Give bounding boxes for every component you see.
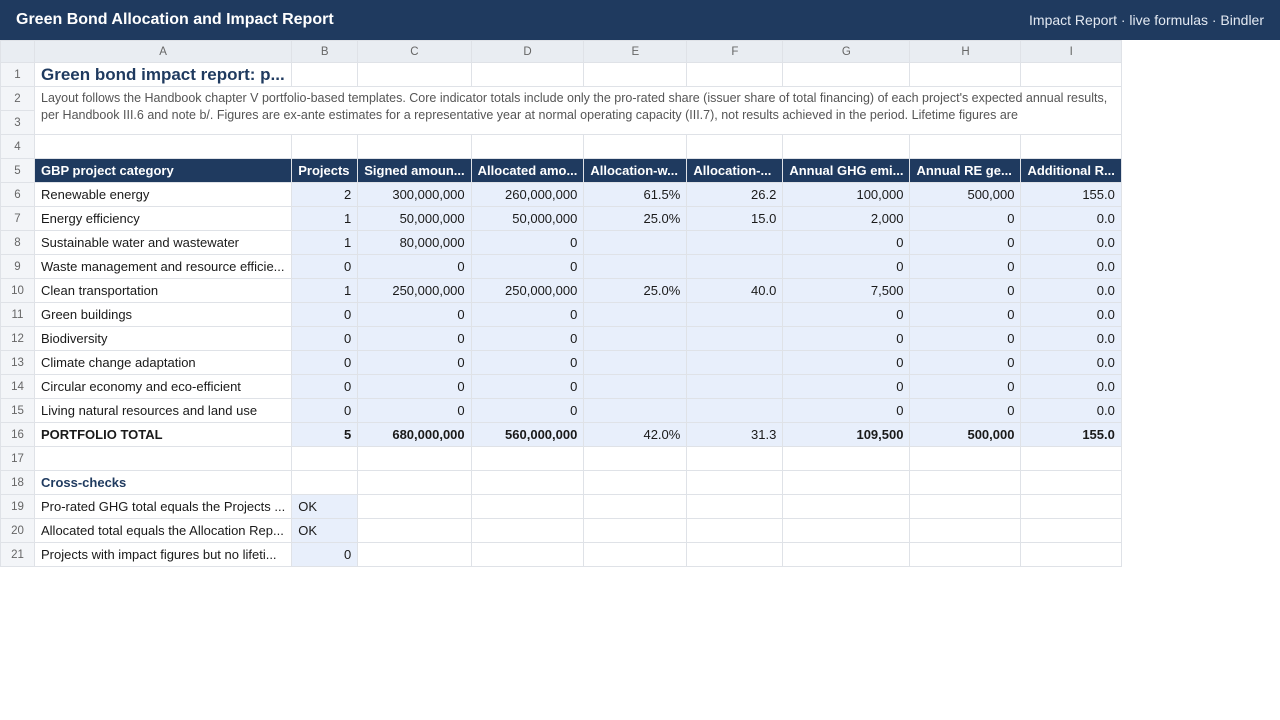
spreadsheet-grid	[0, 40, 1122, 567]
empty-cell[interactable]	[471, 543, 584, 567]
value-cell[interactable]	[584, 327, 687, 351]
crosschecks-heading-cell[interactable]: Cross-checks	[35, 471, 292, 495]
column-heading[interactable]: Allocated amo...	[471, 159, 584, 183]
value-cell[interactable]: 500,000	[910, 183, 1021, 207]
row-number: 6	[1, 183, 35, 207]
value-cell[interactable]	[687, 399, 783, 423]
check-result-cell[interactable]: 0	[292, 543, 358, 567]
column-header-D[interactable]: D	[471, 41, 584, 63]
empty-cell[interactable]	[1021, 519, 1121, 543]
row-number: 12	[1, 327, 35, 351]
empty-cell[interactable]	[910, 447, 1021, 471]
value-cell[interactable]: 1	[292, 279, 358, 303]
value-cell[interactable]: 0	[910, 399, 1021, 423]
check-result-cell[interactable]: OK	[292, 495, 358, 519]
empty-cell[interactable]	[910, 135, 1021, 159]
empty-cell[interactable]	[35, 135, 292, 159]
empty-cell[interactable]	[358, 543, 471, 567]
value-cell[interactable]: 0	[783, 399, 910, 423]
value-cell[interactable]: 300,000,000	[358, 183, 471, 207]
column-heading[interactable]: GBP project category	[35, 159, 292, 183]
category-cell[interactable]: Sustainable water and wastewater	[35, 231, 292, 255]
empty-cell[interactable]	[584, 495, 687, 519]
empty-cell[interactable]	[471, 447, 584, 471]
value-cell[interactable]: 1	[292, 231, 358, 255]
empty-cell[interactable]	[471, 471, 584, 495]
empty-cell[interactable]	[783, 543, 910, 567]
empty-cell[interactable]	[35, 447, 292, 471]
value-cell[interactable]: 0	[358, 255, 471, 279]
value-cell[interactable]: 0	[910, 351, 1021, 375]
row-number: 16	[1, 423, 35, 447]
row-number: 9	[1, 255, 35, 279]
empty-cell[interactable]	[783, 471, 910, 495]
value-cell[interactable]: 0	[358, 351, 471, 375]
row-number: 7	[1, 207, 35, 231]
value-cell[interactable]: 0	[783, 255, 910, 279]
value-cell[interactable]: 15.0	[687, 207, 783, 231]
column-header-E[interactable]: E	[584, 41, 687, 63]
column-heading[interactable]: Allocation-...	[687, 159, 783, 183]
empty-cell[interactable]	[1021, 63, 1121, 87]
column-header-G[interactable]: G	[783, 41, 910, 63]
category-cell[interactable]: Biodiversity	[35, 327, 292, 351]
empty-cell[interactable]	[584, 447, 687, 471]
value-cell[interactable]: 0	[471, 327, 584, 351]
category-cell[interactable]: Climate change adaptation	[35, 351, 292, 375]
check-result-cell[interactable]: OK	[292, 519, 358, 543]
total-value-cell[interactable]: 109,500	[783, 423, 910, 447]
value-cell[interactable]: 40.0	[687, 279, 783, 303]
empty-cell[interactable]	[292, 471, 358, 495]
value-cell[interactable]: 0	[910, 375, 1021, 399]
value-cell[interactable]: 0.0	[1021, 351, 1121, 375]
empty-cell[interactable]	[910, 495, 1021, 519]
empty-cell[interactable]	[1021, 495, 1121, 519]
empty-cell[interactable]	[783, 519, 910, 543]
total-value-cell[interactable]: 5	[292, 423, 358, 447]
category-cell[interactable]: Green buildings	[35, 303, 292, 327]
category-cell[interactable]: Waste management and resource efficie...	[35, 255, 292, 279]
value-cell[interactable]	[687, 255, 783, 279]
value-cell[interactable]: 0	[471, 399, 584, 423]
value-cell[interactable]: 0	[910, 303, 1021, 327]
check-label-cell[interactable]: Allocated total equals the Allocation Rep...	[35, 519, 292, 543]
value-cell[interactable]: 0.0	[1021, 255, 1121, 279]
empty-cell[interactable]	[783, 135, 910, 159]
column-heading[interactable]: Allocation-w...	[584, 159, 687, 183]
row-number: 5	[1, 159, 35, 183]
table-row	[1, 255, 1122, 279]
empty-cell[interactable]	[584, 63, 687, 87]
empty-cell[interactable]	[471, 135, 584, 159]
app-title: Green Bond Allocation and Impact Report	[16, 11, 334, 28]
empty-cell[interactable]	[471, 519, 584, 543]
value-cell[interactable]: 2,000	[783, 207, 910, 231]
value-cell[interactable]: 0	[910, 279, 1021, 303]
value-cell[interactable]: 0	[783, 327, 910, 351]
value-cell[interactable]: 7,500	[783, 279, 910, 303]
value-cell[interactable]: 61.5%	[584, 183, 687, 207]
value-cell[interactable]: 250,000,000	[471, 279, 584, 303]
column-header-A[interactable]: A	[35, 41, 292, 63]
sheet-row	[1, 471, 1122, 495]
value-cell[interactable]: 0	[292, 375, 358, 399]
table-row	[1, 327, 1122, 351]
check-row	[1, 543, 1122, 567]
value-cell[interactable]: 0	[292, 303, 358, 327]
empty-cell[interactable]	[471, 63, 584, 87]
column-heading[interactable]: Signed amoun...	[358, 159, 471, 183]
value-cell[interactable]: 0	[471, 375, 584, 399]
row-number: 8	[1, 231, 35, 255]
row-number: 14	[1, 375, 35, 399]
empty-cell[interactable]	[358, 471, 471, 495]
value-cell[interactable]: 260,000,000	[471, 183, 584, 207]
table-header-row	[1, 159, 1122, 183]
value-cell[interactable]: 80,000,000	[358, 231, 471, 255]
category-cell[interactable]: Clean transportation	[35, 279, 292, 303]
column-header-B[interactable]: B	[292, 41, 358, 63]
table-row	[1, 399, 1122, 423]
empty-cell[interactable]	[687, 495, 783, 519]
value-cell[interactable]	[687, 303, 783, 327]
column-header-C[interactable]: C	[358, 41, 471, 63]
column-heading[interactable]: Annual GHG emi...	[783, 159, 910, 183]
empty-cell[interactable]	[910, 519, 1021, 543]
check-row	[1, 495, 1122, 519]
value-cell[interactable]: 0.0	[1021, 303, 1121, 327]
empty-cell[interactable]	[687, 63, 783, 87]
row-number: 20	[1, 519, 35, 543]
value-cell[interactable]: 0	[358, 303, 471, 327]
empty-cell[interactable]	[358, 135, 471, 159]
empty-cell[interactable]	[584, 543, 687, 567]
sheet-row	[1, 87, 1122, 111]
value-cell[interactable]: 0	[471, 303, 584, 327]
table-row	[1, 183, 1122, 207]
empty-cell[interactable]	[1021, 471, 1121, 495]
empty-cell[interactable]	[783, 495, 910, 519]
value-cell[interactable]: 0	[910, 255, 1021, 279]
empty-cell[interactable]	[358, 495, 471, 519]
row-number: 13	[1, 351, 35, 375]
empty-cell[interactable]	[783, 447, 910, 471]
value-cell[interactable]	[584, 303, 687, 327]
value-cell[interactable]: 25.0%	[584, 207, 687, 231]
value-cell[interactable]: 0	[910, 231, 1021, 255]
table-row	[1, 207, 1122, 231]
value-cell[interactable]	[584, 399, 687, 423]
category-cell[interactable]: Circular economy and eco-efficient	[35, 375, 292, 399]
value-cell[interactable]: 50,000,000	[358, 207, 471, 231]
empty-cell[interactable]	[358, 519, 471, 543]
category-cell[interactable]: Living natural resources and land use	[35, 399, 292, 423]
column-header-row	[1, 41, 1122, 63]
empty-cell[interactable]	[471, 495, 584, 519]
sheet-row	[1, 63, 1122, 87]
value-cell[interactable]	[584, 351, 687, 375]
row-number: 3	[1, 111, 35, 135]
sheet-row	[1, 447, 1122, 471]
value-cell[interactable]: 155.0	[1021, 183, 1121, 207]
row-number: 19	[1, 495, 35, 519]
title-bar	[0, 0, 1280, 40]
total-value-cell[interactable]: 42.0%	[584, 423, 687, 447]
empty-cell[interactable]	[292, 135, 358, 159]
table-row	[1, 351, 1122, 375]
value-cell[interactable]: 0	[910, 327, 1021, 351]
value-cell[interactable]: 0	[358, 375, 471, 399]
value-cell[interactable]: 2	[292, 183, 358, 207]
empty-cell[interactable]	[1021, 447, 1121, 471]
row-number: 2	[1, 87, 35, 111]
value-cell[interactable]	[584, 375, 687, 399]
value-cell[interactable]: 250,000,000	[358, 279, 471, 303]
portfolio-total-row	[1, 423, 1122, 447]
row-number: 17	[1, 447, 35, 471]
value-cell[interactable]	[584, 255, 687, 279]
category-cell[interactable]: Renewable energy	[35, 183, 292, 207]
empty-cell[interactable]	[358, 447, 471, 471]
value-cell[interactable]	[687, 231, 783, 255]
value-cell[interactable]: 0	[292, 327, 358, 351]
empty-cell[interactable]	[584, 471, 687, 495]
value-cell[interactable]: 0.0	[1021, 207, 1121, 231]
value-cell[interactable]	[687, 375, 783, 399]
empty-cell[interactable]	[292, 447, 358, 471]
row-number: 11	[1, 303, 35, 327]
category-cell[interactable]: Energy efficiency	[35, 207, 292, 231]
empty-cell[interactable]	[783, 63, 910, 87]
empty-cell[interactable]	[910, 543, 1021, 567]
total-value-cell[interactable]: 31.3	[687, 423, 783, 447]
value-cell[interactable]: 0	[358, 327, 471, 351]
column-header-F[interactable]: F	[687, 41, 783, 63]
app-meta: Impact Report · live formulas · Bindler	[1029, 12, 1264, 28]
table-row	[1, 303, 1122, 327]
value-cell[interactable]: 0.0	[1021, 279, 1121, 303]
sheet-table	[0, 40, 1122, 567]
empty-cell[interactable]	[687, 135, 783, 159]
empty-cell[interactable]	[584, 519, 687, 543]
value-cell[interactable]: 26.2	[687, 183, 783, 207]
empty-cell[interactable]	[687, 447, 783, 471]
check-row	[1, 519, 1122, 543]
column-header-I[interactable]: I	[1021, 41, 1121, 63]
row-number: 10	[1, 279, 35, 303]
methodology-note-cell[interactable]: Layout follows the Handbook chapter V portfolio-based templates. Core indicator totals include only the pro-rated share (issuer share of total financing) of each project's expected annual results, per Handbook III.6 and note b/. Figures are ex-ante estimates for a representative year at normal operating capacity (III.7), not results achieved in the period. Lifetime figures are	[35, 87, 1122, 135]
empty-cell[interactable]	[292, 63, 358, 87]
row-number: 15	[1, 399, 35, 423]
select-all-corner[interactable]	[1, 41, 35, 63]
total-value-cell[interactable]: 560,000,000	[471, 423, 584, 447]
row-number: 4	[1, 135, 35, 159]
total-value-cell[interactable]: 155.0	[1021, 423, 1121, 447]
column-heading[interactable]: Additional R...	[1021, 159, 1121, 183]
check-label-cell[interactable]: Pro-rated GHG total equals the Projects ...	[35, 495, 292, 519]
empty-cell[interactable]	[584, 135, 687, 159]
column-header-H[interactable]: H	[910, 41, 1021, 63]
value-cell[interactable]	[584, 231, 687, 255]
total-value-cell[interactable]: 500,000	[910, 423, 1021, 447]
value-cell[interactable]: 0	[471, 231, 584, 255]
value-cell[interactable]: 0.0	[1021, 399, 1121, 423]
total-label-cell[interactable]: PORTFOLIO TOTAL	[35, 423, 292, 447]
empty-cell[interactable]	[910, 63, 1021, 87]
value-cell[interactable]: 0	[783, 303, 910, 327]
check-label-cell[interactable]: Projects with impact figures but no lifeti...	[35, 543, 292, 567]
value-cell[interactable]: 50,000,000	[471, 207, 584, 231]
value-cell[interactable]: 0	[471, 255, 584, 279]
column-heading[interactable]: Annual RE ge...	[910, 159, 1021, 183]
sheet-row	[1, 135, 1122, 159]
value-cell[interactable]: 0	[910, 207, 1021, 231]
empty-cell[interactable]	[358, 63, 471, 87]
value-cell[interactable]: 0	[783, 351, 910, 375]
row-number: 1	[1, 63, 35, 87]
row-number: 21	[1, 543, 35, 567]
value-cell[interactable]: 0	[292, 399, 358, 423]
empty-cell[interactable]	[687, 471, 783, 495]
value-cell[interactable]: 25.0%	[584, 279, 687, 303]
value-cell[interactable]: 0	[783, 375, 910, 399]
value-cell[interactable]	[687, 351, 783, 375]
value-cell[interactable]: 0.0	[1021, 375, 1121, 399]
value-cell[interactable]: 100,000	[783, 183, 910, 207]
value-cell[interactable]: 0	[292, 255, 358, 279]
row-number: 18	[1, 471, 35, 495]
value-cell[interactable]: 0	[292, 351, 358, 375]
value-cell[interactable]: 0.0	[1021, 327, 1121, 351]
empty-cell[interactable]	[687, 543, 783, 567]
empty-cell[interactable]	[910, 471, 1021, 495]
table-row	[1, 231, 1122, 255]
empty-cell[interactable]	[1021, 543, 1121, 567]
table-row	[1, 279, 1122, 303]
value-cell[interactable]: 0	[471, 351, 584, 375]
value-cell[interactable]: 0	[783, 231, 910, 255]
value-cell[interactable]: 1	[292, 207, 358, 231]
value-cell[interactable]	[687, 327, 783, 351]
table-row	[1, 375, 1122, 399]
value-cell[interactable]: 0.0	[1021, 231, 1121, 255]
report-title-cell[interactable]: Green bond impact report: p...	[35, 63, 292, 87]
column-heading[interactable]: Projects	[292, 159, 358, 183]
empty-cell[interactable]	[1021, 135, 1121, 159]
value-cell[interactable]: 0	[358, 399, 471, 423]
empty-cell[interactable]	[687, 519, 783, 543]
total-value-cell[interactable]: 680,000,000	[358, 423, 471, 447]
